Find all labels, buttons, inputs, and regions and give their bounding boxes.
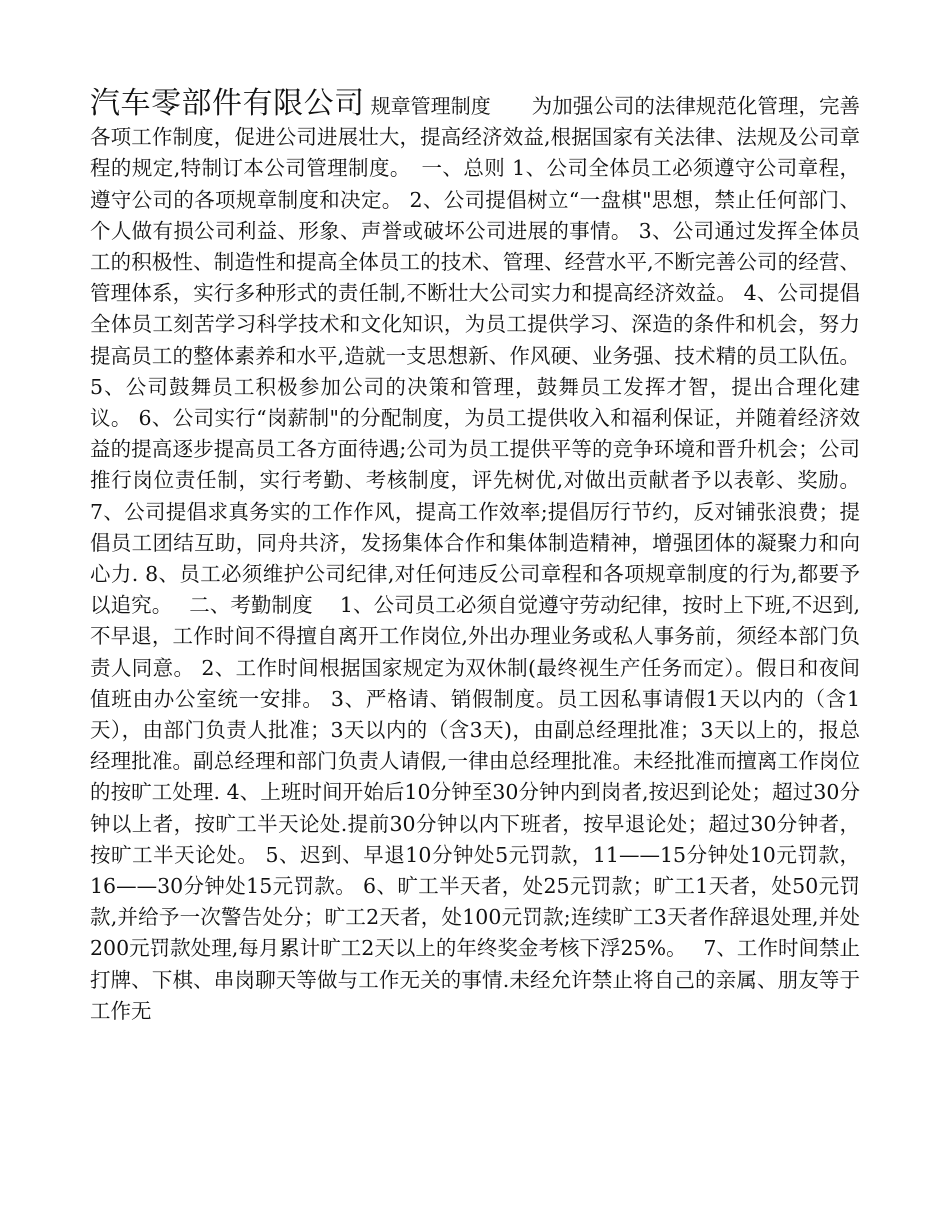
company-title: 汽车零部件有限公司 [90,86,365,121]
document-subtitle: 规章管理制度 [370,94,491,118]
document-body-text: 为加强公司的法律规范化管理，完善各项工作制度，促进公司进展壮大，提高经济效益,根据国家有关法律、法规及公司章程的规定,特制订本公司管理制度。 一、总则 1、公司全体员工必须遵守公司章程，遵守公司的各项规章制度和决定。 2、公司提倡树立“一盘棋"思想，禁止任何部门、个人做有损公司利益、形象、声誉或破坏公司进展的事情。 3、公司通过发挥全体员工的积极性、制造性和提高全体员工的技术、管理、经营水平,不断完善公司的经营、管理体系，实行多种形式的责任制,不断壮大公司实力和提高经济效益。 4、公司提倡全体员工刻苦学习科学技术和文化知识，为员工提供学习、深造的条件和机会，努力提高员工的整体素养和水平,造就一支思想新、作风硬、业务强、技术精的员工队伍。 5、公司鼓舞员工积极参加公司的决策和管理，鼓舞员工发挥才智，提出合理化建议。 6、公司实行“岗薪制"的分配制度，为员工提供收入和福利保证，并随着经济效益的提高逐步提高员工各方面待遇;公司为员工提供平等的竞争环境和晋升机会；公司推行岗位责任制，实行考勤、考核制度，评先树优,对做出贡献者予以表彰、奖励。 7、公司提倡求真务实的工作作风，提高工作效率;提倡厉行节约，反对铺张浪费；提倡员工团结互助，同舟共济，发扬集体合作和集体制造精神，增强团体的凝聚力和向心力. 8、员工必须维护公司纪律,对任何违反公司章程和各项规章制度的行为,都要予以追究。 二、考勤制度 1、公司员工必须自觉遵守劳动纪律，按时上下班,不迟到,不早退，工作时间不得擅自离开工作岗位,外出办理业务或私人事务前，须经本部门负责人同意。 2、工作时间根据国家规定为双休制(最终视生产任务而定）。假日和夜间值班由办公室统一安排。 3、严格请、销假制度。员工因私事请假1天以内的（含1天），由部门负责人批准；3天以内的（含3天)，由副总经理批准；3天以上的，报总经理批准。副总经理和部门负责人请假,一律由总经理批准。未经批准而擅离工作岗位的按旷工处理. 4、上班时间开始后10分钟至30分钟内到岗者,按迟到论处；超过30分钟以上者，按旷工半天论处.提前30分钟以内下班者，按早退论处；超过30分钟者，按旷工半天论处。 5、迟到、早退10分钟处5元罚款，11——15分钟处10元罚款，16——30分钟处15元罚款。 6、旷工半天者，处25元罚款；旷工1天者，处50元罚款,并给予一次警告处分；旷工2天者，处100元罚款;连续旷工3天者作辞退处理,并处200元罚款处理,每月累计旷工2天以上的年终奖金考核下浮25%。 7、工作时间禁止打牌、下棋、串岗聊天等做与工作无关的事情.未经允许禁止将自己的亲属、朋友等于工作无 [90,94,860,1023]
document-page [90,88,860,1027]
